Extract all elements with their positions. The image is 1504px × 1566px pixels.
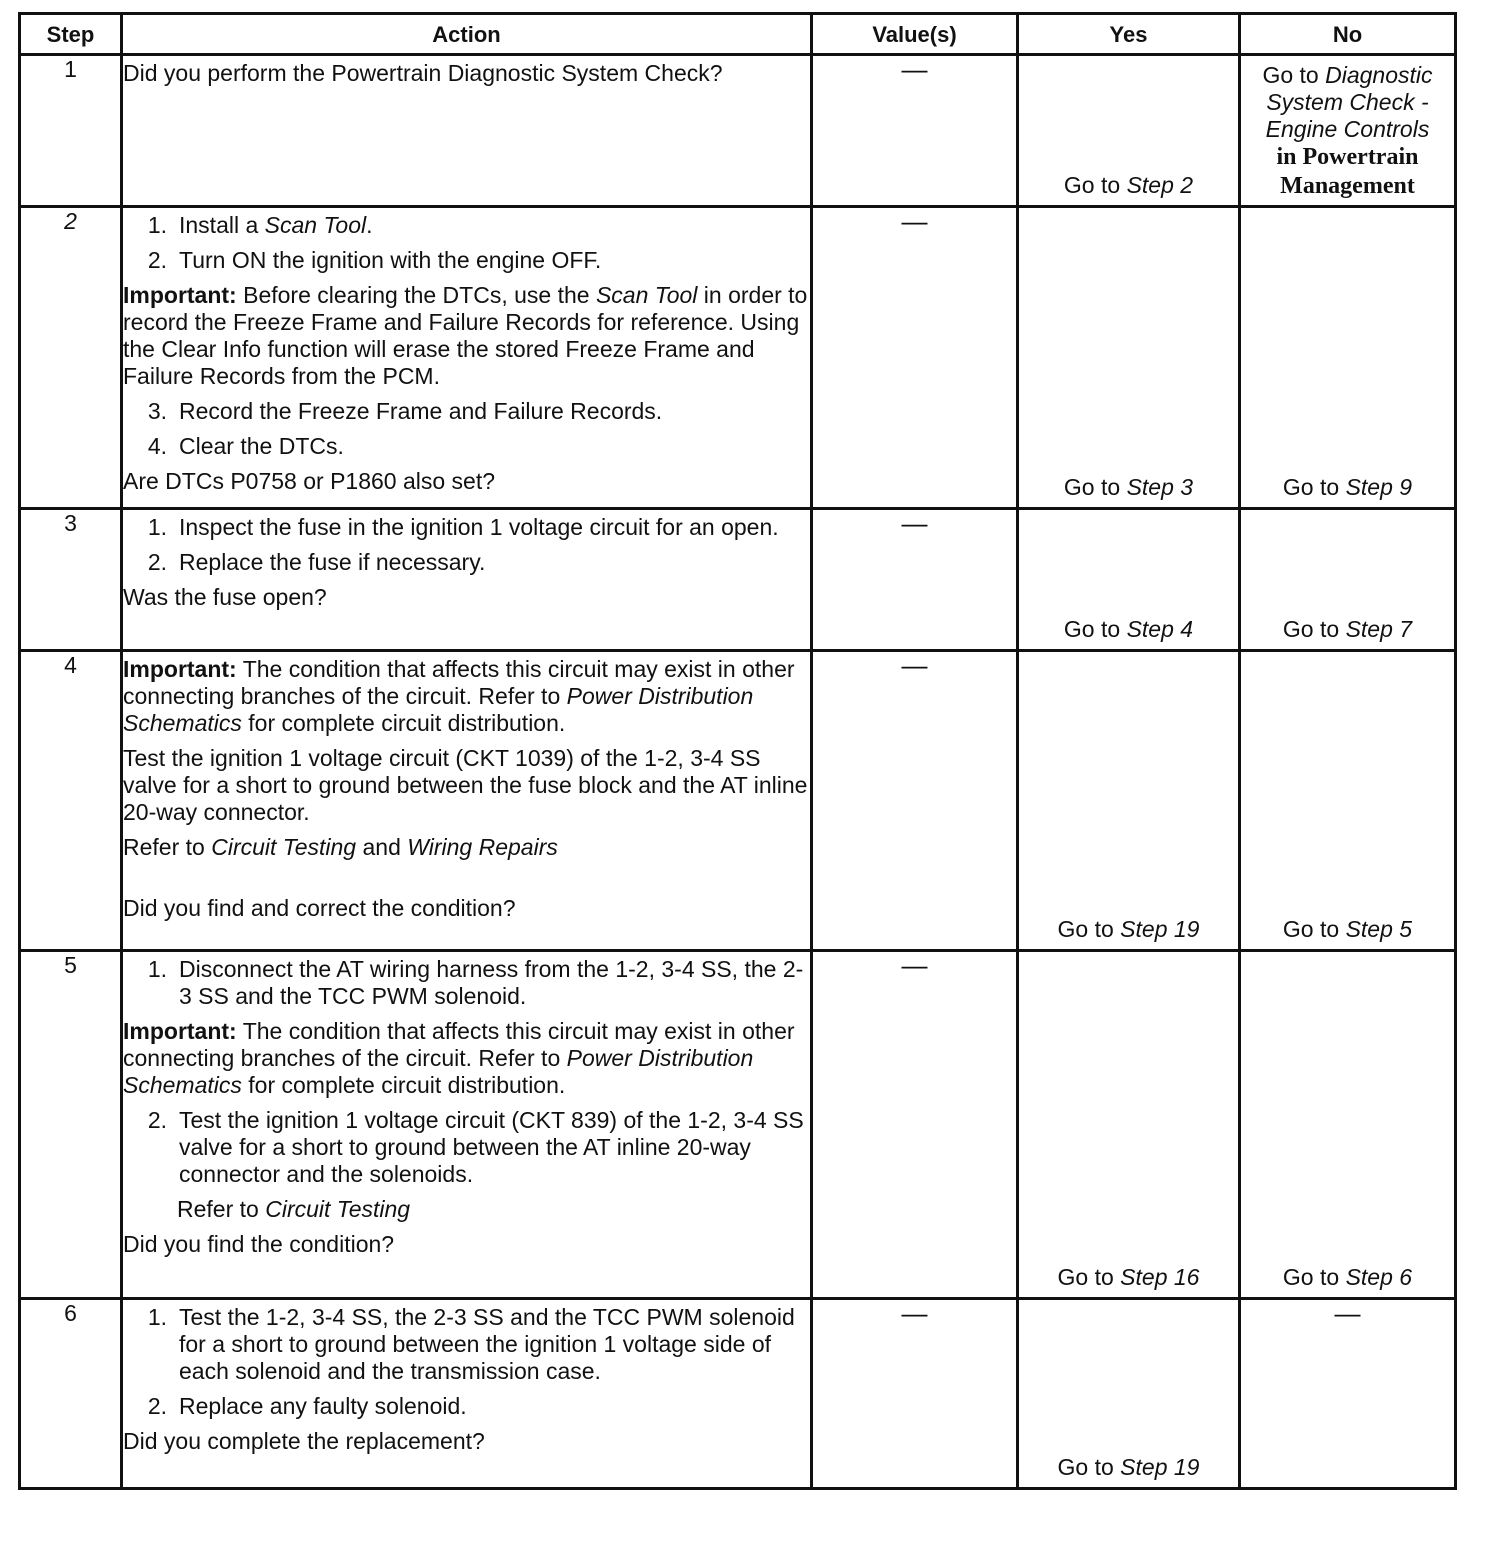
table-row bbox=[20, 55, 1456, 207]
yes-link[interactable]: Step 16 bbox=[1120, 1264, 1200, 1290]
value-cell bbox=[812, 651, 1018, 951]
no-cell bbox=[1240, 55, 1456, 207]
yes-link[interactable]: Step 4 bbox=[1126, 616, 1194, 642]
refer-line: Refer to Circuit Testing and Wiring Repairs bbox=[123, 834, 558, 860]
value-dash: — bbox=[901, 54, 928, 84]
yes-link[interactable]: Step 3 bbox=[1126, 474, 1194, 500]
action-question: Was the fuse open? bbox=[123, 584, 327, 610]
step-number: 3 bbox=[20, 509, 122, 651]
no-link[interactable]: Step 5 bbox=[1345, 916, 1413, 942]
step-number: 1 bbox=[20, 55, 122, 207]
no-suffix: in Powertrain Management bbox=[1276, 144, 1419, 199]
wiring-repairs-link[interactable]: Wiring Repairs bbox=[407, 834, 558, 860]
table-row bbox=[20, 951, 1456, 1299]
yes-goto[interactable]: Go to Step 16 bbox=[1057, 1264, 1200, 1290]
no-goto[interactable]: Go to Diagnostic System Check - Engine Controls in Powertrain Management bbox=[1241, 56, 1454, 205]
action-cell bbox=[122, 951, 812, 1299]
yes-goto[interactable]: Go to Step 19 bbox=[1057, 1454, 1200, 1480]
value-dash: — bbox=[901, 650, 928, 680]
yes-cell bbox=[1018, 207, 1240, 509]
yes-link[interactable]: Step 19 bbox=[1120, 1454, 1200, 1480]
table-row bbox=[20, 651, 1456, 951]
yes-goto[interactable]: Go to Step 4 bbox=[1063, 616, 1194, 642]
list-item: 2. Replace any faulty solenoid. bbox=[147, 1393, 467, 1419]
no-cell bbox=[1240, 509, 1456, 651]
step-number: 5 bbox=[20, 951, 122, 1299]
list-item: 2. Test the ignition 1 voltage circuit (CKT 839) of the 1-2, 3-4 SS valve for a short to ground between the AT inline 20-way connector and the solenoids. bbox=[147, 1107, 804, 1187]
action-cell bbox=[122, 55, 812, 207]
no-goto[interactable]: Go to Step 6 bbox=[1282, 1264, 1413, 1290]
yes-link[interactable]: Step 19 bbox=[1120, 916, 1200, 942]
list-item: 1. Test the 1-2, 3-4 SS, the 2-3 SS and the TCC PWM solenoid for a short to ground between the ignition 1 voltage side of each solenoid and the transmission case. bbox=[147, 1304, 795, 1384]
no-link[interactable]: Diagnostic System Check - Engine Controls bbox=[1265, 62, 1433, 142]
no-cell bbox=[1240, 1299, 1456, 1489]
yes-cell bbox=[1018, 651, 1240, 951]
no-link[interactable]: Step 7 bbox=[1345, 616, 1413, 642]
yes-goto[interactable]: Go to Step 2 bbox=[1063, 172, 1194, 198]
list-item: 4. Clear the DTCs. bbox=[147, 433, 344, 459]
no-dash: — bbox=[1334, 1298, 1361, 1328]
refer-line: Refer to Circuit Testing bbox=[177, 1196, 411, 1222]
no-goto[interactable]: Go to Step 5 bbox=[1282, 916, 1413, 942]
header-values: Value(s) bbox=[812, 14, 1018, 55]
value-cell bbox=[812, 55, 1018, 207]
no-goto[interactable]: Go to Step 7 bbox=[1282, 616, 1413, 642]
list-item: 1. Install a Scan Tool. bbox=[147, 212, 373, 238]
action-question: Did you find and correct the condition? bbox=[123, 895, 516, 921]
yes-cell bbox=[1018, 951, 1240, 1299]
list-item: 1. Disconnect the AT wiring harness from the 1-2, 3-4 SS, the 2-3 SS and the TCC PWM solenoid. bbox=[147, 956, 804, 1009]
header-yes: Yes bbox=[1018, 14, 1240, 55]
important-note: Important: Before clearing the DTCs, use the Scan Tool in order to record the Freeze Frame and Failure Records for reference. Using the Clear Info function will erase the stored Freeze Frame and Failure Records from the PCM. bbox=[123, 282, 808, 389]
action-question: Did you find the condition? bbox=[123, 1231, 395, 1257]
yes-goto[interactable]: Go to Step 19 bbox=[1057, 916, 1200, 942]
value-dash: — bbox=[901, 950, 928, 980]
value-dash: — bbox=[901, 1298, 928, 1328]
no-cell bbox=[1240, 951, 1456, 1299]
important-note: Important: The condition that affects this circuit may exist in other connecting branches of the circuit. Refer to Power Distribution Schematics for complete circuit distribution. bbox=[123, 1018, 795, 1098]
table-row bbox=[20, 1299, 1456, 1489]
header-step: Step bbox=[20, 14, 122, 55]
list-item: 2. Replace the fuse if necessary. bbox=[147, 549, 486, 575]
important-note: Important: The condition that affects this circuit may exist in other connecting branches of the circuit. Refer to Power Distribution Schematics for complete circuit distribution. bbox=[123, 656, 795, 736]
circuit-testing-link[interactable]: Circuit Testing bbox=[265, 1196, 411, 1222]
diagnostic-table bbox=[18, 12, 1457, 1490]
no-link[interactable]: Step 9 bbox=[1345, 474, 1413, 500]
action-cell bbox=[122, 651, 812, 951]
step-number: 4 bbox=[20, 651, 122, 951]
step-number: 2 bbox=[20, 207, 122, 509]
action-cell bbox=[122, 1299, 812, 1489]
step-number: 6 bbox=[20, 1299, 122, 1489]
value-cell bbox=[812, 509, 1018, 651]
value-dash: — bbox=[901, 508, 928, 538]
no-cell bbox=[1240, 651, 1456, 951]
action-cell bbox=[122, 509, 812, 651]
value-cell bbox=[812, 207, 1018, 509]
action-cell bbox=[122, 207, 812, 509]
table-row bbox=[20, 509, 1456, 651]
no-goto[interactable]: Go to Step 9 bbox=[1282, 474, 1413, 500]
value-cell bbox=[812, 951, 1018, 1299]
yes-cell bbox=[1018, 1299, 1240, 1489]
yes-cell bbox=[1018, 509, 1240, 651]
no-cell bbox=[1240, 207, 1456, 509]
yes-goto[interactable]: Go to Step 3 bbox=[1063, 474, 1194, 500]
header-no: No bbox=[1240, 14, 1456, 55]
list-item: 2. Turn ON the ignition with the engine OFF. bbox=[147, 247, 602, 273]
yes-cell bbox=[1018, 55, 1240, 207]
action-question: Did you complete the replacement? bbox=[123, 1428, 485, 1454]
action-question: Are DTCs P0758 or P1860 also set? bbox=[123, 468, 496, 494]
value-cell bbox=[812, 1299, 1018, 1489]
header-row bbox=[20, 14, 1456, 55]
table-row bbox=[20, 207, 1456, 509]
circuit-testing-link[interactable]: Circuit Testing bbox=[211, 834, 357, 860]
no-link[interactable]: Step 6 bbox=[1345, 1264, 1413, 1290]
yes-link[interactable]: Step 2 bbox=[1126, 172, 1194, 198]
header-action: Action bbox=[122, 14, 812, 55]
list-item: 3. Record the Freeze Frame and Failure Records. bbox=[147, 398, 663, 424]
action-question: Did you perform the Powertrain Diagnostic System Check? bbox=[123, 60, 723, 86]
value-dash: — bbox=[901, 206, 928, 236]
list-item: 1. Inspect the fuse in the ignition 1 voltage circuit for an open. bbox=[147, 514, 779, 540]
test-instruction: Test the ignition 1 voltage circuit (CKT 1039) of the 1-2, 3-4 SS valve for a short to ground between the fuse block and the AT inline 20-way connector. bbox=[123, 745, 808, 825]
